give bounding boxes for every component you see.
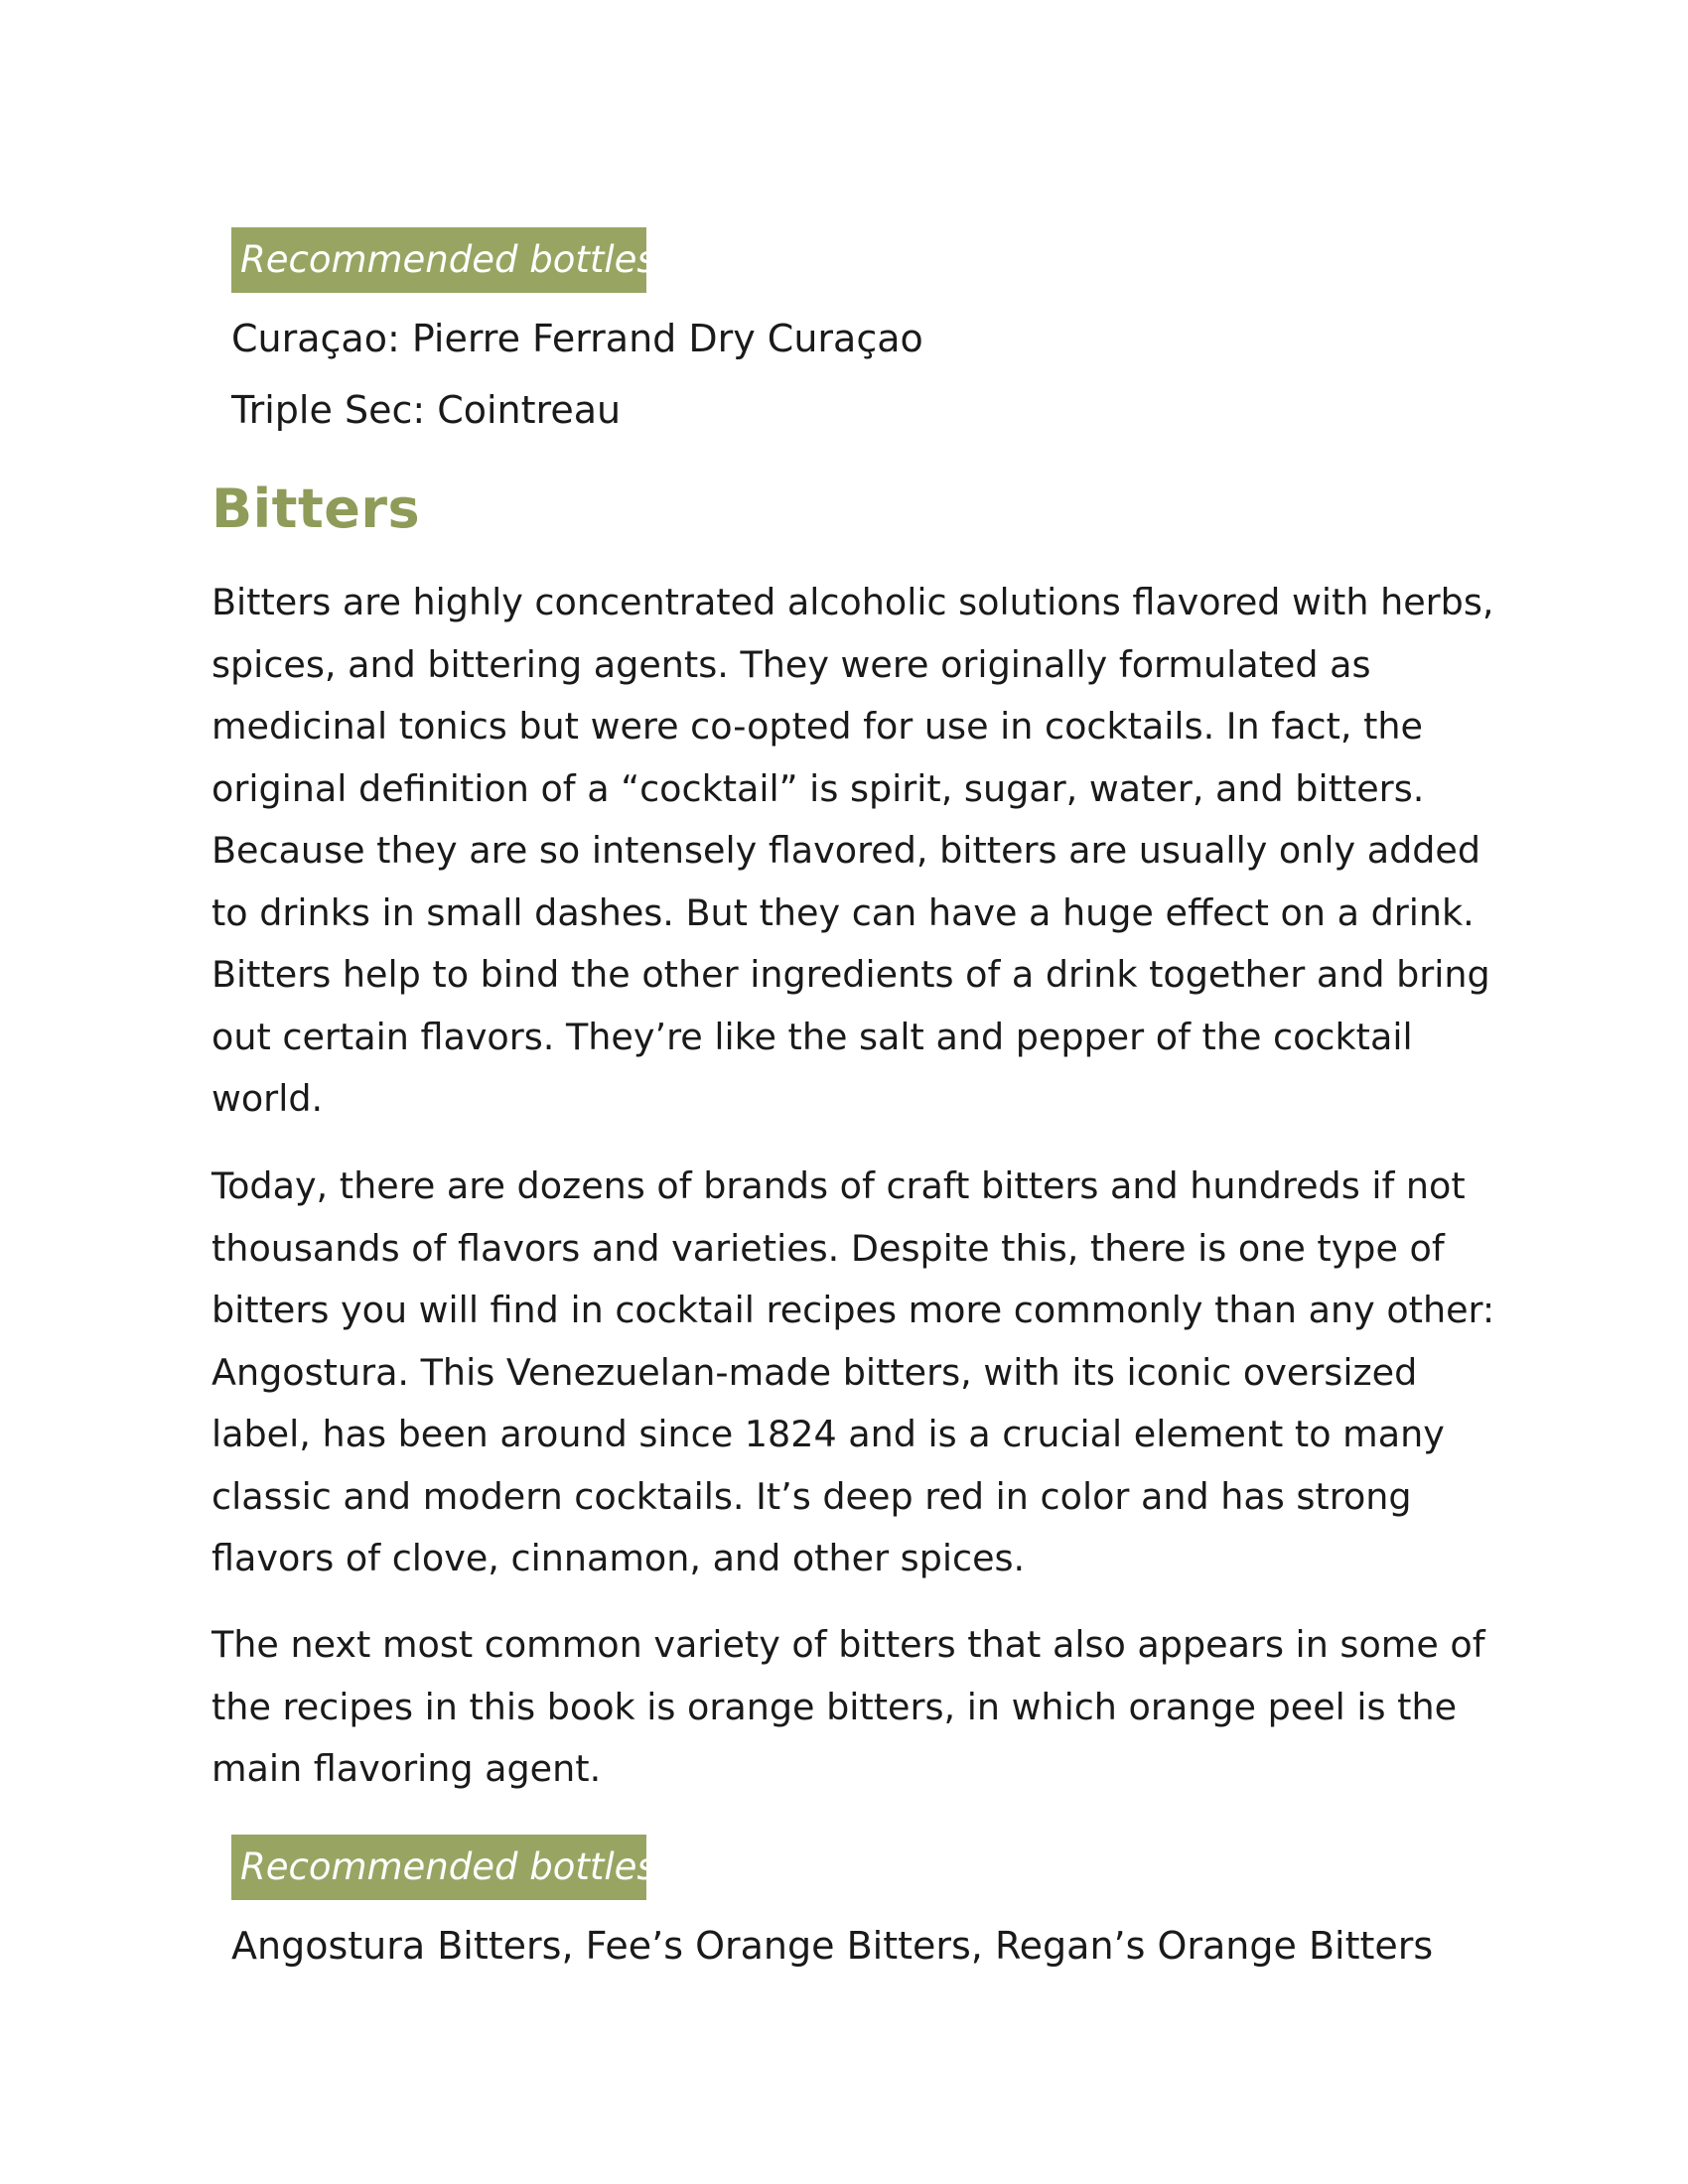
paragraph-line: out certain flavors. They’re like the salt and pepper of the cocktail xyxy=(211,1015,1413,1058)
paragraph-line: The next most common variety of bitters that also appears in some of xyxy=(211,1623,1485,1666)
bottle-triple-sec: Triple Sec: Cointreau xyxy=(231,388,622,432)
paragraph-line: classic and modern cocktails. It’s deep red in color and has strong xyxy=(211,1474,1412,1518)
bottle-list-bitters: Angostura Bitters, Fee’s Orange Bitters, Regan’s Orange Bitters xyxy=(231,1924,1434,1968)
paragraph-line: label, has been around since 1824 and is a crucial element to many xyxy=(211,1413,1445,1455)
paragraph-line: the recipes in this book is orange bitters, in which orange peel is the xyxy=(211,1685,1458,1728)
paragraph-bitters-intro xyxy=(211,572,1502,1131)
paragraph-line: Today, there are dozens of brands of craft bitters and hundreds if not xyxy=(211,1164,1466,1207)
recommended-bottles-label: Recommended bottles: xyxy=(231,227,646,293)
paragraph-orange-bitters xyxy=(211,1614,1502,1801)
paragraph-line: world. xyxy=(211,1077,324,1120)
paragraph-line: Bitters are highly concentrated alcoholic solutions flavored with herbs, xyxy=(211,581,1494,623)
bottle-curacao: Curaçao: Pierre Ferrand Dry Curaçao xyxy=(231,317,923,360)
section-heading-bitters: Bitters xyxy=(211,478,421,540)
paragraph-line: Angostura. This Venezuelan-made bitters, with its iconic oversized xyxy=(211,1350,1418,1394)
paragraph-line: spices, and bittering agents. They were originally formulated as xyxy=(211,642,1371,686)
paragraph-angostura xyxy=(211,1156,1502,1590)
paragraph-line: main flavoring agent. xyxy=(211,1747,602,1790)
paragraph-line: to drinks in small dashes. But they can have a huge effect on a drink. xyxy=(211,890,1475,934)
paragraph-line: bitters you will find in cocktail recipes more commonly than any other: xyxy=(211,1289,1495,1331)
paragraph-line: flavors of clove, cinnamon, and other spices. xyxy=(211,1537,1026,1579)
paragraph-line: Bitters help to bind the other ingredients of a drink together and bring xyxy=(211,953,1490,996)
paragraph-line: original definition of a “cocktail” is spirit, sugar, water, and bitters. xyxy=(211,766,1425,810)
paragraph-line: Because they are so intensely flavored, bitters are usually only added xyxy=(211,829,1481,872)
paragraph-line: thousands of flavors and varieties. Despite this, there is one type of xyxy=(211,1226,1445,1270)
recommended-bottles-label: Recommended bottles: xyxy=(231,1835,646,1900)
paragraph-line: medicinal tonics but were co-opted for use in cocktails. In fact, the xyxy=(211,705,1423,748)
